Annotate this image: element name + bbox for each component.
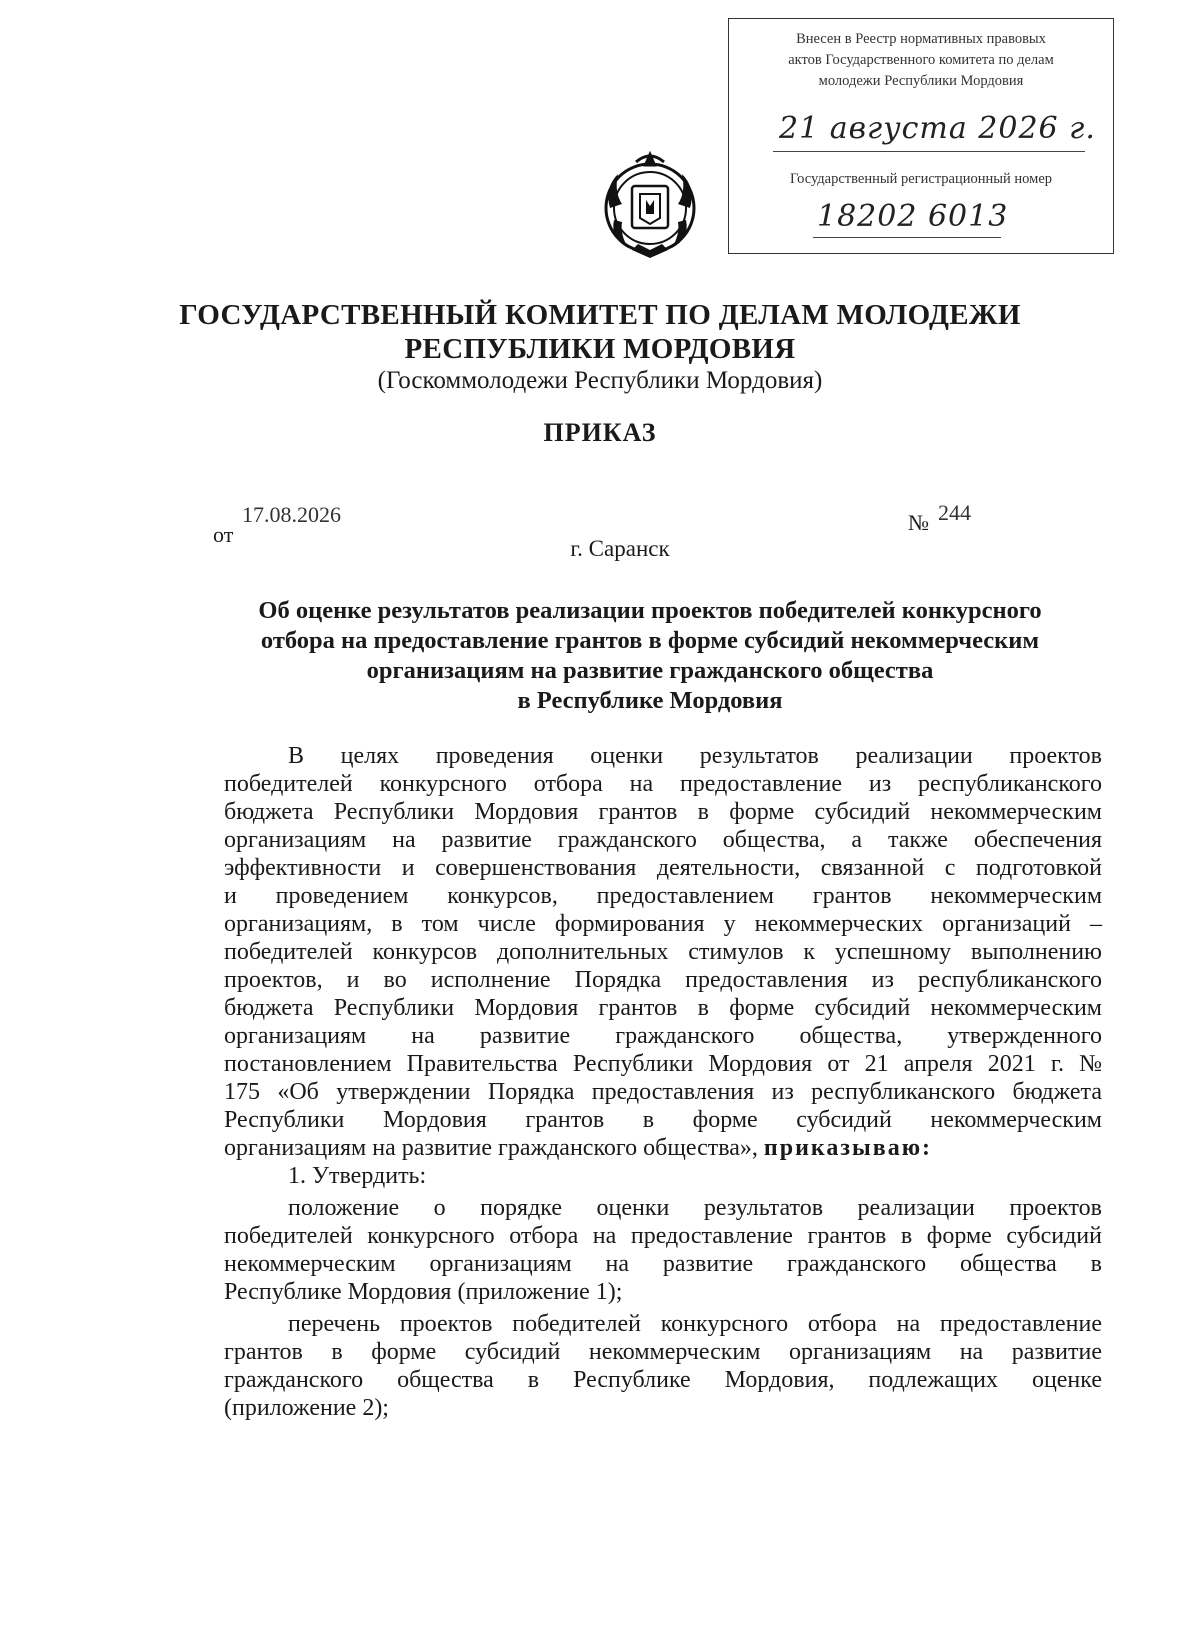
body-line: перечень проектов победителей конкурсного отбора на предоставление: [288, 1311, 1102, 1337]
order-number: 244: [938, 500, 971, 525]
stamp-text-line2: актов Государственного комитета по делам: [788, 52, 1054, 68]
subject-line: организациям на развитие гражданского общества: [366, 657, 934, 684]
body-line: гражданского общества в Республике Мордовия, подлежащих оценке: [224, 1367, 1102, 1393]
subject-line: отбора на предоставление грантов в форме субсидий некоммерческим: [260, 627, 1040, 654]
stamp-reg-label: Государственный регистрационный номер: [789, 171, 1053, 187]
stamp-text-line3: молодежи Республики Мордовия: [818, 73, 1024, 89]
body-line-text: организациям на развитие гражданского общества»,: [224, 1135, 758, 1161]
order-date: 17.08.2026: [242, 502, 341, 527]
body-line-final: [224, 1134, 1102, 1162]
stamp-handwritten-reg-number: 18202 6013: [817, 199, 1009, 234]
body-line: Республике Мордовия (приложение 1);: [224, 1279, 623, 1305]
body-line: бюджета Республики Мордовия грантов в форме субсидий некоммерческим: [224, 799, 1102, 825]
org-short-name: (Госкоммолодежи Республики Мордовия): [377, 367, 823, 394]
body-line: В целях проведения оценки результатов реализации проектов: [288, 743, 1102, 769]
body-line: грантов в форме субсидий некоммерческим организациям на развитие: [224, 1339, 1102, 1365]
subject-line: в Республике Мордовия: [517, 687, 783, 714]
document-type: ПРИКАЗ: [543, 418, 657, 447]
org-title-line2: РЕСПУБЛИКИ МОРДОВИЯ: [404, 333, 796, 365]
body-line: организациям на развитие гражданского общества, а также обеспечения: [224, 827, 1102, 853]
registry-stamp: [728, 18, 1114, 254]
body-line: постановлением Правительства Республики Мордовия от 21 апреля 2021 г. №: [224, 1051, 1102, 1077]
body-line: победителей конкурсного отбора на предоставление грантов в форме субсидий: [224, 1223, 1102, 1249]
body-line: Республики Мордовия грантов в форме субсидий некоммерческим: [224, 1107, 1102, 1133]
body-line: победителей конкурсного отбора на предоставление из республиканского: [224, 771, 1102, 797]
body-line: победителей конкурсов дополнительных стимулов к успешному выполнению: [224, 939, 1102, 965]
body-line: бюджета Республики Мордовия грантов в форме субсидий некоммерческим: [224, 995, 1102, 1021]
subject-line: Об оценке результатов реализации проектов победителей конкурсного: [258, 597, 1042, 624]
body-line: некоммерческим организациям на развитие гражданского общества в: [224, 1251, 1102, 1277]
body-line: положение о порядке оценки результатов реализации проектов: [288, 1195, 1102, 1221]
org-title-line1: ГОСУДАРСТВЕННЫЙ КОМИТЕТ ПО ДЕЛАМ МОЛОДЕЖИ: [179, 299, 1021, 331]
body-line: и проведением конкурсов, предоставлением грантов некоммерческим: [224, 883, 1102, 909]
body-line: проектов, и во исполнение Порядка предоставления из республиканского: [224, 967, 1102, 993]
body-line: (приложение 2);: [224, 1395, 389, 1421]
date-prefix: от: [213, 522, 234, 547]
body-line: 175 «Об утверждении Порядка предоставления из республиканского бюджета: [224, 1079, 1102, 1105]
stamp-handwritten-date: 21 августа 2026 г.: [779, 111, 1096, 146]
coat-of-arms-icon: [596, 148, 704, 262]
body-line: организациям, в том числе формирования у некоммерческих организаций –: [224, 911, 1102, 937]
item-heading: 1. Утвердить:: [288, 1163, 427, 1189]
stamp-text-line1: Внесен в Реестр нормативных правовых: [796, 31, 1046, 47]
stamp-number-underline: [813, 237, 1001, 238]
order-directive: приказываю:: [763, 1135, 933, 1161]
number-sign: №: [908, 510, 929, 535]
body-line: организациям на развитие гражданского общества, утвержденного: [224, 1023, 1102, 1049]
body-line: эффективности и совершенствования деятельности, связанной с подготовкой: [224, 855, 1102, 881]
stamp-date-underline: [773, 151, 1085, 152]
city: г. Саранск: [570, 536, 670, 561]
